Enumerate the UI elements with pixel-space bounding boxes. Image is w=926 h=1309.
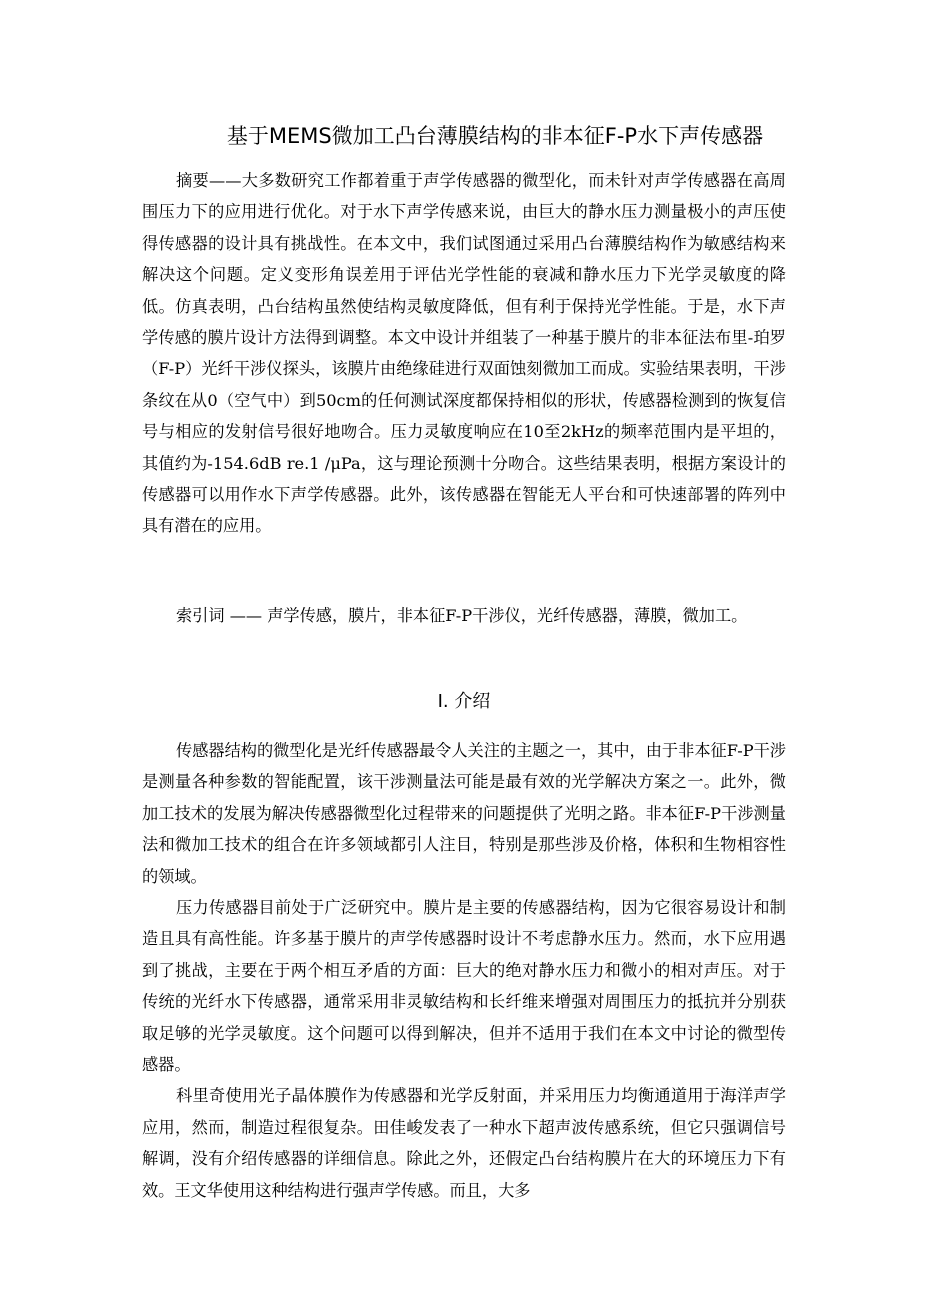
index-terms-paragraph: 索引词 —— 声学传感，膜片，非本征F-P干涉仪，光纤传感器，薄膜，微加工。 xyxy=(176,606,748,625)
intro-paragraph-1: 传感器结构的微型化是光纤传感器最令人关注的主题之一，其中，由于非本征F-P干涉是测量各种参数的智能配置，该干涉测量法可能是最有效的光学解决方案之一。此外，微加工技术的发展为解决传感器微型化过程带来的问题提供了光明之路。非本征F-P干涉测量法和微加工技术的组合在许多领域都引人注目，特别是那些涉及价格，体积和生物相容性的领域。 xyxy=(142,741,786,886)
section-heading-introduction: I. 介绍 xyxy=(437,691,491,712)
introduction-body xyxy=(142,735,786,1206)
intro-paragraph-3: 科里奇使用光子晶体膜作为传感器和光学反射面，并采用压力均衡通道用于海洋声学应用，然而，制造过程很复杂。田佳峻发表了一种水下超声波传感系统，但它只强调信号解调，没有介绍传感器的详细信息。除此之外，还假定凸台结构膜片在大的环境压力下有效。王文华使用这种结构进行强声学传感。而且，大多 xyxy=(142,1086,786,1200)
abstract-paragraph: 摘要——大多数研究工作都着重于声学传感器的微型化，而未针对声学传感器在高周围压力下的应用进行优化。对于水下声学传感来说，由巨大的静水压力测量极小的声压使得传感器的设计具有挑战性。在本文中，我们试图通过采用凸台薄膜结构作为敏感结构来解决这个问题。定义变形角误差用于评估光学性能的衰减和静水压力下光学灵敏度的降低。仿真表明，凸台结构虽然使结构灵敏度降低，但有利于保持光学性能。于是，水下声学传感的膜片设计方法得到调整。本文中设计并组装了一种基于膜片的非本征法布里-珀罗（F-P）光纤干涉仪探头，该膜片由绝缘硅进行双面蚀刻微加工而成。实验结果表明，干涉条纹在从0（空气中）到50cm的任何测试深度都保持相似的形状，传感器检测到的恢复信号与相应的发射信号很好地吻合。压力灵敏度响应在10至2kHz的频率范围内是平坦的，其值约为-154.6dB re.1 /μPa，这与理论预测十分吻合。这些结果表明，根据方案设计的传感器可以用作水下声学传感器。此外，该传感器在智能无人平台和可快速部署的阵列中具有潜在的应用。 xyxy=(142,171,786,536)
intro-paragraph-2: 压力传感器目前处于广泛研究中。膜片是主要的传感器结构，因为它很容易设计和制造且具有高性能。许多基于膜片的声学传感器时设计不考虑静水压力。然而，水下应用遇到了挑战，主要在于两个相互矛盾的方面：巨大的绝对静水压力和微小的相对声压。对于传统的光纤水下传感器，通常采用非灵敏结构和长纤维来增强对周围压力的抵抗并分别获取足够的光学灵敏度。这个问题可以得到解决，但并不适用于我们在本文中讨论的微型传感器。 xyxy=(142,898,786,1075)
paper-title: 基于MEMS微加工凸台薄膜结构的非本征F-P水下声传感器 xyxy=(226,124,764,148)
